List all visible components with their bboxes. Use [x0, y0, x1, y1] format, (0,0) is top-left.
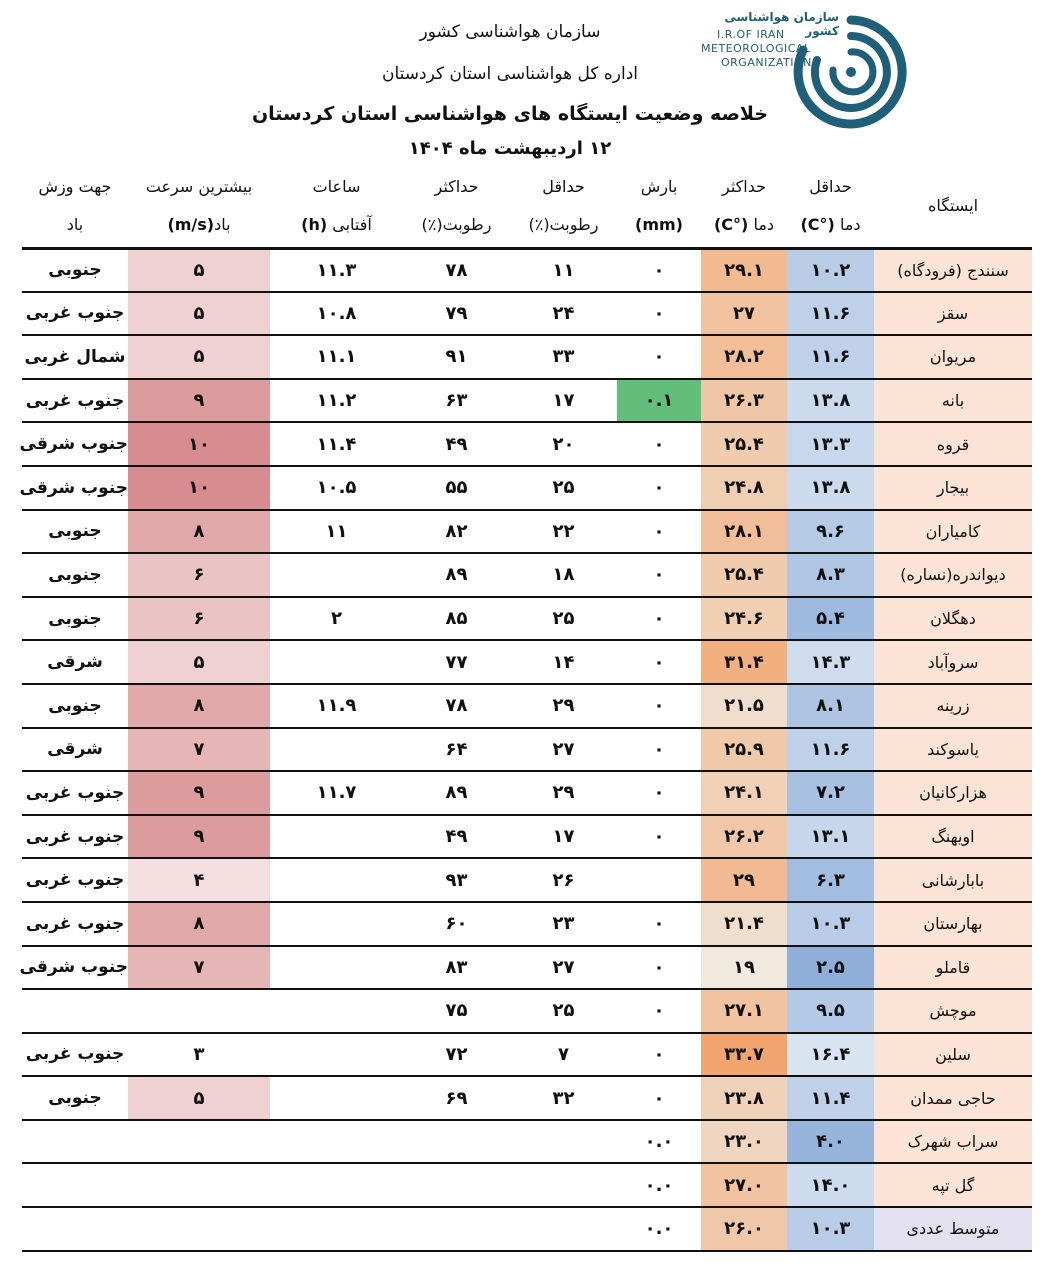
min-temp-cell: ۹.۵ [787, 989, 874, 1033]
max-humidity-cell: ۹۳ [403, 858, 510, 902]
min-humidity-cell: ۲۷ [510, 728, 617, 772]
precipitation-cell: ۰ [617, 728, 701, 772]
sunshine-hours-cell [270, 815, 403, 859]
max-humidity-cell: ۷۲ [403, 1033, 510, 1077]
average-row [22, 1207, 1032, 1251]
station-name-cell: هزارکانیان [874, 771, 1032, 815]
max-humidity-cell: ۷۸ [403, 684, 510, 728]
precipitation-cell: ۰ [617, 248, 701, 292]
sunshine-hours-cell: ۱۱.۱ [270, 335, 403, 379]
max-temp-cell: ۲۳.۸ [701, 1076, 787, 1120]
sunshine-hours-cell [270, 1163, 403, 1207]
max-humidity-cell: ۸۳ [403, 946, 510, 990]
column-header-line-1: بیشترین سرعت [145, 177, 253, 197]
precipitation-cell: ۰ [617, 902, 701, 946]
max-temp-cell: ۲۹.۱ [701, 248, 787, 292]
column-header [617, 166, 701, 248]
station-name-cell: دیواندره(نساره) [874, 553, 1032, 597]
max-humidity-cell [403, 1207, 510, 1251]
max-temp-cell: ۲۶.۰ [701, 1207, 787, 1251]
max-humidity-cell: ۶۴ [403, 728, 510, 772]
station-name-cell: موچش [874, 989, 1032, 1033]
sunshine-hours-cell [270, 1076, 403, 1120]
max-humidity-cell: ۷۹ [403, 292, 510, 336]
column-header [128, 166, 270, 248]
min-temp-cell: ۱۰.۳ [787, 902, 874, 946]
station-name-cell: کامیاران [874, 510, 1032, 554]
min-humidity-cell: ۲۹ [510, 771, 617, 815]
sunshine-hours-cell [270, 858, 403, 902]
column-header [874, 166, 1032, 248]
table-row [22, 466, 1032, 510]
station-name-cell: سروآباد [874, 640, 1032, 684]
wind-direction-cell [22, 1120, 128, 1164]
station-name-cell: اویهنگ [874, 815, 1032, 859]
sunshine-hours-cell: ۱۱.۴ [270, 422, 403, 466]
table-body [19, 248, 1032, 1251]
precipitation-cell: ۰ [617, 335, 701, 379]
precipitation-cell: ۰.۰ [617, 1207, 701, 1251]
max-temp-cell: ۲۴.۸ [701, 466, 787, 510]
min-temp-cell: ۱۱.۶ [787, 292, 874, 336]
max-wind-speed-cell: ۵ [128, 1076, 270, 1120]
station-name-cell: بانه [874, 379, 1032, 423]
precipitation-cell: ۰ [617, 553, 701, 597]
max-wind-speed-cell: ۸ [128, 684, 270, 728]
table-row [22, 510, 1032, 554]
sunshine-hours-cell: ۱۱.۲ [270, 379, 403, 423]
min-humidity-cell: ۲۹ [510, 684, 617, 728]
station-name-cell: سلین [874, 1033, 1032, 1077]
precipitation-cell: ۰ [617, 1033, 701, 1077]
office-name: اداره کل هواشناسی استان کردستان [382, 64, 638, 84]
station-name-cell: یاسوکند [874, 728, 1032, 772]
wind-direction-cell [22, 1163, 128, 1207]
precipitation-cell: ۰ [617, 1076, 701, 1120]
precipitation-cell: ۰ [617, 640, 701, 684]
table-row [22, 292, 1032, 336]
max-temp-cell: ۳۱.۴ [701, 640, 787, 684]
min-humidity-cell: ۳۳ [510, 335, 617, 379]
report-date: ۱۲ اردیبهشت ماه ۱۴۰۴ [408, 138, 612, 159]
table-row [22, 1076, 1032, 1120]
max-humidity-cell: ۸۲ [403, 510, 510, 554]
sunshine-hours-cell: ۱۱.۳ [270, 248, 403, 292]
table-row [22, 728, 1032, 772]
wind-direction-cell: جنوب غربی [22, 902, 128, 946]
max-humidity-cell: ۶۹ [403, 1076, 510, 1120]
organization-name: سازمان هواشناسی کشور [419, 22, 601, 42]
column-header [510, 166, 617, 248]
min-temp-cell: ۱۴.۰ [787, 1163, 874, 1207]
wind-direction-cell: جنوب شرقی [22, 466, 128, 510]
max-humidity-cell: ۹۱ [403, 335, 510, 379]
min-temp-cell: ۴.۰ [787, 1120, 874, 1164]
max-wind-speed-cell: ۱۰ [128, 422, 270, 466]
column-header-line-2: دما (°C) [713, 215, 775, 235]
min-humidity-cell [510, 1120, 617, 1164]
station-name-cell: زرینه [874, 684, 1032, 728]
column-header-line-1: حداقل [809, 177, 852, 197]
column-header-line-2: آفتابی (h) [301, 215, 372, 235]
min-temp-cell: ۱۰.۲ [787, 248, 874, 292]
max-temp-cell: ۲۷.۱ [701, 989, 787, 1033]
min-temp-cell: ۹.۶ [787, 510, 874, 554]
max-temp-cell: ۲۸.۱ [701, 510, 787, 554]
min-temp-cell: ۱۱.۴ [787, 1076, 874, 1120]
max-temp-cell: ۲۱.۵ [701, 684, 787, 728]
min-temp-cell: ۱۳.۸ [787, 466, 874, 510]
min-humidity-cell: ۷ [510, 1033, 617, 1077]
wind-direction-cell: جنوبی [22, 597, 128, 641]
min-humidity-cell [510, 1163, 617, 1207]
table-row [22, 858, 1032, 902]
max-temp-cell: ۳۳.۷ [701, 1033, 787, 1077]
sunshine-hours-cell [270, 1120, 403, 1164]
station-name-cell: قروه [874, 422, 1032, 466]
wind-direction-cell [22, 1207, 128, 1251]
min-humidity-cell: ۱۷ [510, 815, 617, 859]
sunshine-hours-cell [270, 1207, 403, 1251]
max-wind-speed-cell: ۳ [128, 1033, 270, 1077]
table-row [22, 640, 1032, 684]
max-temp-cell: ۲۵.۹ [701, 728, 787, 772]
table-row [22, 1120, 1032, 1164]
min-temp-cell: ۱۳.۸ [787, 379, 874, 423]
max-humidity-cell: ۷۵ [403, 989, 510, 1033]
column-header-line-2: باد [66, 215, 84, 235]
table-row [22, 1163, 1032, 1207]
wind-direction-cell: جنوب غربی [22, 771, 128, 815]
max-temp-cell: ۲۶.۲ [701, 815, 787, 859]
column-header-line-1: جهت وزش [38, 177, 112, 197]
max-humidity-cell: ۶۳ [403, 379, 510, 423]
table-header-row [22, 166, 1032, 248]
max-humidity-cell: ۶۰ [403, 902, 510, 946]
max-wind-speed-cell: ۹ [128, 379, 270, 423]
min-temp-cell: ۲.۵ [787, 946, 874, 990]
column-header [787, 166, 874, 248]
wind-direction-cell: جنوب غربی [22, 292, 128, 336]
column-header-line-2: رطوبت(٪) [528, 215, 599, 235]
report-title: خلاصه وضعیت ایستگاه های هواشناسی استان کردستان [251, 103, 769, 125]
min-humidity-cell: ۲۶ [510, 858, 617, 902]
max-humidity-cell: ۴۹ [403, 815, 510, 859]
max-wind-speed-cell: ۵ [128, 640, 270, 684]
station-name-cell: بهارستان [874, 902, 1032, 946]
precipitation-cell: ۰.۱ [617, 379, 701, 423]
max-wind-speed-cell: ۵ [128, 292, 270, 336]
table-row [22, 946, 1032, 990]
precipitation-cell: ۰ [617, 815, 701, 859]
max-wind-speed-cell [128, 1207, 270, 1251]
station-name-cell: سراب شهرک [874, 1120, 1032, 1164]
max-humidity-cell: ۸۹ [403, 771, 510, 815]
column-header-line-1: بارش [640, 177, 678, 197]
sunshine-hours-cell: ۱۱ [270, 510, 403, 554]
logo-english-line-1: I.R.OF IRAN [717, 28, 785, 41]
logo-english-line-3: ORGANIZATION [721, 56, 812, 69]
max-temp-cell: ۲۱.۴ [701, 902, 787, 946]
max-temp-cell: ۲۷ [701, 292, 787, 336]
sunshine-hours-cell [270, 946, 403, 990]
min-humidity-cell: ۲۳ [510, 902, 617, 946]
station-name-cell: قاملو [874, 946, 1032, 990]
precipitation-cell: ۰ [617, 989, 701, 1033]
sunshine-hours-cell [270, 728, 403, 772]
sunshine-hours-cell: ۱۱.۹ [270, 684, 403, 728]
precipitation-cell: ۰ [617, 466, 701, 510]
table-row [22, 597, 1032, 641]
max-humidity-cell [403, 1163, 510, 1207]
max-temp-cell: ۲۸.۲ [701, 335, 787, 379]
wind-direction-cell: جنوب غربی [22, 379, 128, 423]
min-temp-cell: ۵.۴ [787, 597, 874, 641]
min-humidity-cell: ۳۲ [510, 1076, 617, 1120]
max-temp-cell: ۲۹ [701, 858, 787, 902]
station-name-cell: بابارشانی [874, 858, 1032, 902]
max-temp-cell: ۲۵.۴ [701, 553, 787, 597]
min-temp-cell: ۱۱.۶ [787, 728, 874, 772]
min-humidity-cell: ۱۴ [510, 640, 617, 684]
wind-direction-cell: جنوب شرقی [22, 946, 128, 990]
sunshine-hours-cell [270, 640, 403, 684]
precipitation-cell: ۰ [617, 422, 701, 466]
sunshine-hours-cell [270, 902, 403, 946]
max-humidity-cell: ۵۵ [403, 466, 510, 510]
wind-direction-cell: جنوب غربی [22, 815, 128, 859]
max-humidity-cell [403, 1120, 510, 1164]
station-name-cell: سقز [874, 292, 1032, 336]
logo-english-line-2: METEOROLOGICAL [701, 42, 811, 55]
wind-direction-cell: شمال غربی [22, 335, 128, 379]
wind-direction-cell [22, 989, 128, 1033]
table-row [22, 379, 1032, 423]
min-temp-cell: ۸.۱ [787, 684, 874, 728]
wind-direction-cell: جنوبی [22, 510, 128, 554]
precipitation-cell: ۰ [617, 510, 701, 554]
table-row [22, 248, 1032, 292]
table-row [22, 902, 1032, 946]
min-temp-cell: ۷.۲ [787, 771, 874, 815]
wind-direction-cell: جنوب شرقی [22, 422, 128, 466]
precipitation-cell [617, 858, 701, 902]
wind-direction-cell: جنوبی [22, 553, 128, 597]
station-name-cell: دهگلان [874, 597, 1032, 641]
max-wind-speed-cell: ۶ [128, 553, 270, 597]
precipitation-cell: ۰.۰ [617, 1120, 701, 1164]
max-wind-speed-cell [128, 989, 270, 1033]
max-wind-speed-cell: ۸ [128, 902, 270, 946]
station-name-cell: متوسط عددی [874, 1207, 1032, 1251]
table-row [22, 335, 1032, 379]
column-header-line-1: حداکثر [434, 177, 479, 197]
max-humidity-cell: ۷۸ [403, 248, 510, 292]
wind-direction-cell: جنوبی [22, 684, 128, 728]
precipitation-cell: ۰ [617, 684, 701, 728]
sunshine-hours-cell: ۲ [270, 597, 403, 641]
max-wind-speed-cell [128, 1163, 270, 1207]
station-name-cell: حاجی ممدان [874, 1076, 1032, 1120]
weather-stations-table [19, 166, 1032, 1252]
min-temp-cell: ۸.۳ [787, 553, 874, 597]
max-wind-speed-cell: ۶ [128, 597, 270, 641]
min-humidity-cell [510, 1207, 617, 1251]
sunshine-hours-cell: ۱۱.۷ [270, 771, 403, 815]
max-humidity-cell: ۷۷ [403, 640, 510, 684]
max-wind-speed-cell: ۷ [128, 946, 270, 990]
min-temp-cell: ۱۱.۶ [787, 335, 874, 379]
wind-direction-cell: شرقی [22, 640, 128, 684]
table-row [22, 771, 1032, 815]
max-temp-cell: ۱۹ [701, 946, 787, 990]
min-humidity-cell: ۱۷ [510, 379, 617, 423]
table-row [22, 815, 1032, 859]
sunshine-hours-cell [270, 553, 403, 597]
station-name-cell: سنندج (فرودگاه) [874, 248, 1032, 292]
max-temp-cell: ۲۴.۶ [701, 597, 787, 641]
station-name-cell: مریوان [874, 335, 1032, 379]
wind-direction-cell: جنوبی [22, 248, 128, 292]
column-header-line-2: (mm) [635, 215, 683, 235]
column-header-line-1: ساعات [312, 177, 361, 197]
max-temp-cell: ۲۶.۳ [701, 379, 787, 423]
column-header [403, 166, 510, 248]
table-row [22, 553, 1032, 597]
min-humidity-cell: ۲۲ [510, 510, 617, 554]
sunshine-hours-cell: ۱۰.۵ [270, 466, 403, 510]
precipitation-cell: ۰ [617, 292, 701, 336]
column-header-line-2: دما (°C) [800, 215, 861, 235]
wind-direction-cell: جنوب غربی [22, 858, 128, 902]
wind-direction-cell: جنوبی [22, 1076, 128, 1120]
column-header-line-1: ایستگاه [927, 196, 979, 216]
max-wind-speed-cell: ۸ [128, 510, 270, 554]
min-humidity-cell: ۱۸ [510, 553, 617, 597]
max-wind-speed-cell: ۱۰ [128, 466, 270, 510]
max-temp-cell: ۲۵.۴ [701, 422, 787, 466]
min-temp-cell: ۱۴.۳ [787, 640, 874, 684]
min-temp-cell: ۱۳.۳ [787, 422, 874, 466]
min-humidity-cell: ۲۵ [510, 466, 617, 510]
max-temp-cell: ۲۷.۰ [701, 1163, 787, 1207]
max-wind-speed-cell: ۴ [128, 858, 270, 902]
precipitation-cell: ۰ [617, 771, 701, 815]
table-row [22, 422, 1032, 466]
max-temp-cell: ۲۳.۰ [701, 1120, 787, 1164]
max-humidity-cell: ۸۵ [403, 597, 510, 641]
min-humidity-cell: ۲۰ [510, 422, 617, 466]
column-header-line-2: رطوبت(٪) [421, 215, 492, 235]
table-row [22, 684, 1032, 728]
max-wind-speed-cell: ۹ [128, 815, 270, 859]
report-header [0, 0, 1053, 166]
min-humidity-cell: ۲۵ [510, 597, 617, 641]
column-header [22, 166, 128, 248]
min-temp-cell: ۱۰.۳ [787, 1207, 874, 1251]
logo-persian-text: سازمان هواشناسی کشور [724, 10, 839, 38]
wind-direction-cell: جنوب غربی [22, 1033, 128, 1077]
table-row [22, 989, 1032, 1033]
min-temp-cell: ۶.۳ [787, 858, 874, 902]
min-humidity-cell: ۱۱ [510, 248, 617, 292]
min-temp-cell: ۱۶.۴ [787, 1033, 874, 1077]
max-temp-cell: ۲۴.۱ [701, 771, 787, 815]
min-temp-cell: ۱۳.۱ [787, 815, 874, 859]
precipitation-cell: ۰ [617, 946, 701, 990]
max-wind-speed-cell: ۵ [128, 335, 270, 379]
wind-direction-cell: شرقی [22, 728, 128, 772]
max-humidity-cell: ۴۹ [403, 422, 510, 466]
column-header [701, 166, 787, 248]
min-humidity-cell: ۲۷ [510, 946, 617, 990]
column-header-line-1: حداقل [542, 177, 585, 197]
max-wind-speed-cell [128, 1120, 270, 1164]
max-wind-speed-cell: ۵ [128, 248, 270, 292]
precipitation-cell: ۰.۰ [617, 1163, 701, 1207]
min-humidity-cell: ۲۴ [510, 292, 617, 336]
sunshine-hours-cell: ۱۰.۸ [270, 292, 403, 336]
table-row [22, 1033, 1032, 1077]
column-header-line-2: باد(m/s) [167, 215, 231, 235]
precipitation-cell: ۰ [617, 597, 701, 641]
column-header [270, 166, 403, 248]
station-name-cell: بیجار [874, 466, 1032, 510]
sunshine-hours-cell [270, 1033, 403, 1077]
sunshine-hours-cell [270, 989, 403, 1033]
max-wind-speed-cell: ۷ [128, 728, 270, 772]
station-name-cell: گل تپه [874, 1163, 1032, 1207]
column-header-line-1: حداکثر [721, 177, 766, 197]
min-humidity-cell: ۲۵ [510, 989, 617, 1033]
max-humidity-cell: ۸۹ [403, 553, 510, 597]
max-wind-speed-cell: ۹ [128, 771, 270, 815]
